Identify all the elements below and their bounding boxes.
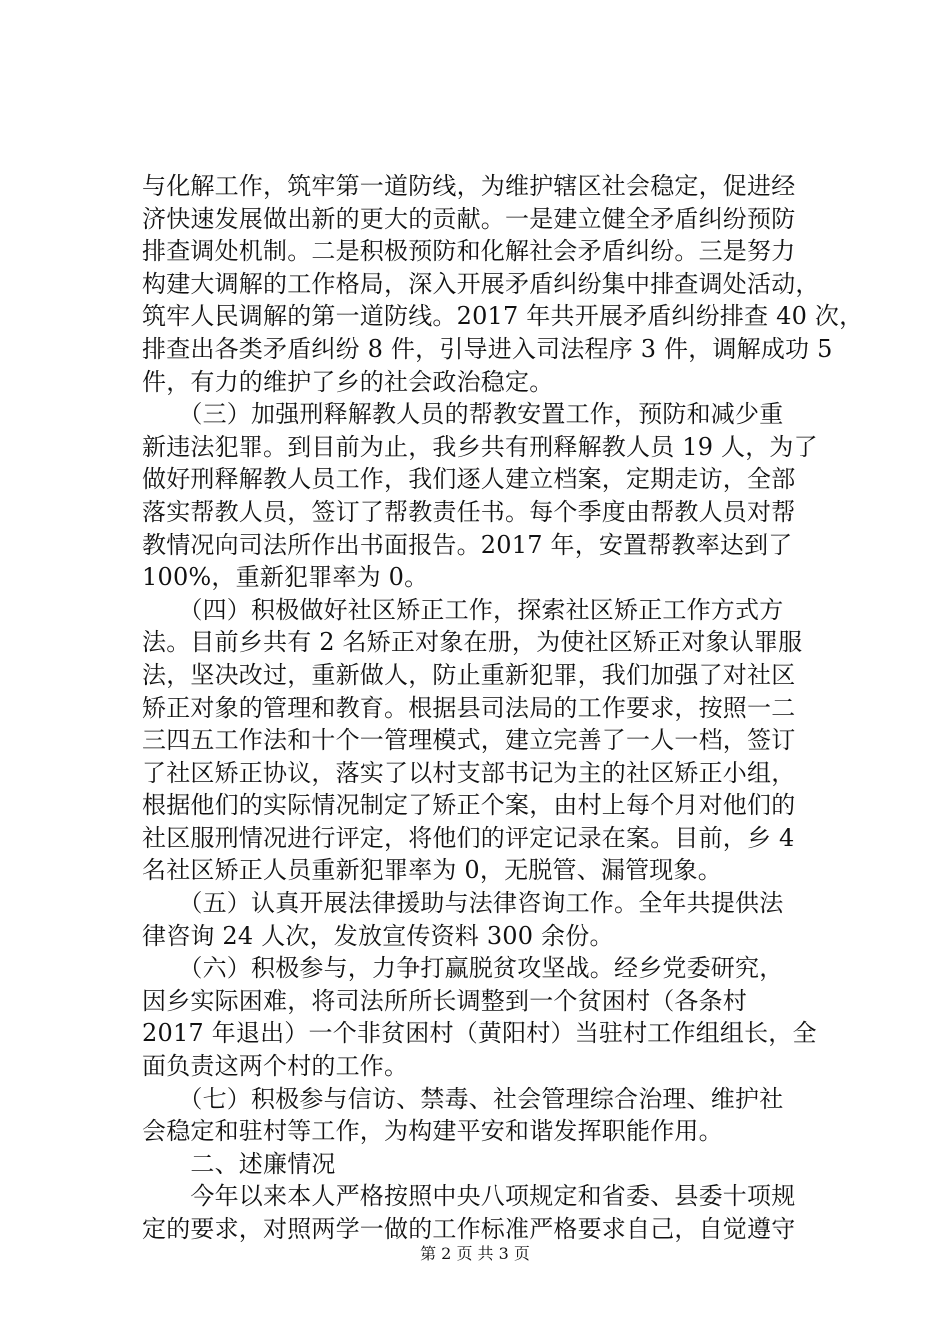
text-line: （五）认真开展法律援助与法律咨询工作。全年共提供法 xyxy=(142,889,784,918)
text-line: 名社区矫正人员重新犯罪率为 0，无脱管、漏管现象。 xyxy=(142,856,722,885)
text-line: 根据他们的实际情况制定了矫正个案，由村上每个月对他们的 xyxy=(142,791,796,820)
text-line: 新违法犯罪。到目前为止，我乡共有刑释解教人员 19 人，为了 xyxy=(142,432,818,461)
text-line: 做好刑释解教人员工作，我们逐人建立档案，定期走访，全部 xyxy=(142,465,796,494)
text-line: 面负责这两个村的工作。 xyxy=(142,1052,409,1081)
text-line: 排查调处机制。二是积极预防和化解社会矛盾纠纷。三是努力 xyxy=(142,237,796,266)
text-line: 落实帮教人员，签订了帮教责任书。每个季度由帮教人员对帮 xyxy=(142,497,796,526)
text-line: 因乡实际困难，将司法所所长调整到一个贫困村（各条村 xyxy=(142,986,747,1015)
text-line: 社区服刑情况进行评定，将他们的评定记录在案。目前，乡 4 xyxy=(142,823,795,852)
text-line: （四）积极做好社区矫正工作，探索社区矫正工作方式方 xyxy=(142,595,784,624)
text-line: 法。目前乡共有 2 名矫正对象在册，为使社区矫正对象认罪服 xyxy=(142,628,803,657)
text-line: （六）积极参与，力争打赢脱贫攻坚战。经乡党委研究， xyxy=(142,954,784,983)
section-heading: 二、述廉情况 xyxy=(142,1149,336,1178)
text-line: 会稳定和驻村等工作，为构建平安和谐发挥职能作用。 xyxy=(142,1117,723,1146)
text-line: 2017 年退出）一个非贫困村（黄阳村）当驻村工作组组长，全 xyxy=(142,1019,817,1048)
text-line: 定的要求，对照两学一做的工作标准严格要求自己，自觉遵守 xyxy=(142,1215,796,1243)
text-line: 构建大调解的工作格局，深入开展矛盾纠纷集中排查调处活动， xyxy=(142,269,820,298)
text-line: 今年以来本人严格按照中央八项规定和省委、县委十项规 xyxy=(142,1182,796,1211)
text-line: 筑牢人民调解的第一道防线。2017 年共开展矛盾纠纷排查 40 次， xyxy=(142,302,864,331)
text-line: 三四五工作法和十个一管理模式，建立完善了一人一档，签订 xyxy=(142,726,796,755)
text-line: 教情况向司法所作出书面报告。2017 年，安置帮教率达到了 xyxy=(142,530,793,559)
text-line: 了社区矫正协议，落实了以村支部书记为主的社区矫正小组， xyxy=(142,758,796,787)
page-number-footer: 第 2 页 共 3 页 xyxy=(420,1244,530,1263)
text-line: （七）积极参与信访、禁毒、社会管理综合治理、维护社 xyxy=(142,1084,784,1113)
document-body xyxy=(142,170,864,1246)
text-line: 法，坚决改过，重新做人，防止重新犯罪，我们加强了对社区 xyxy=(142,660,796,689)
text-line: 件，有力的维护了乡的社会政治稳定。 xyxy=(142,367,554,396)
text-line: 矫正对象的管理和教育。根据县司法局的工作要求，按照一二 xyxy=(142,693,796,722)
text-line: 100%，重新犯罪率为 0。 xyxy=(142,563,429,592)
text-line: （三）加强刑释解教人员的帮教安置工作，预防和减少重 xyxy=(142,400,784,429)
text-line: 济快速发展做出新的更大的贡献。一是建立健全矛盾纠纷预防 xyxy=(142,204,796,233)
text-line: 与化解工作，筑牢第一道防线，为维护辖区社会稳定，促进经 xyxy=(142,172,796,200)
text-line: 排查出各类矛盾纠纷 8 件，引导进入司法程序 3 件，调解成功 5 xyxy=(142,334,833,363)
text-line: 律咨询 24 人次，发放宣传资料 300 余份。 xyxy=(142,921,614,950)
